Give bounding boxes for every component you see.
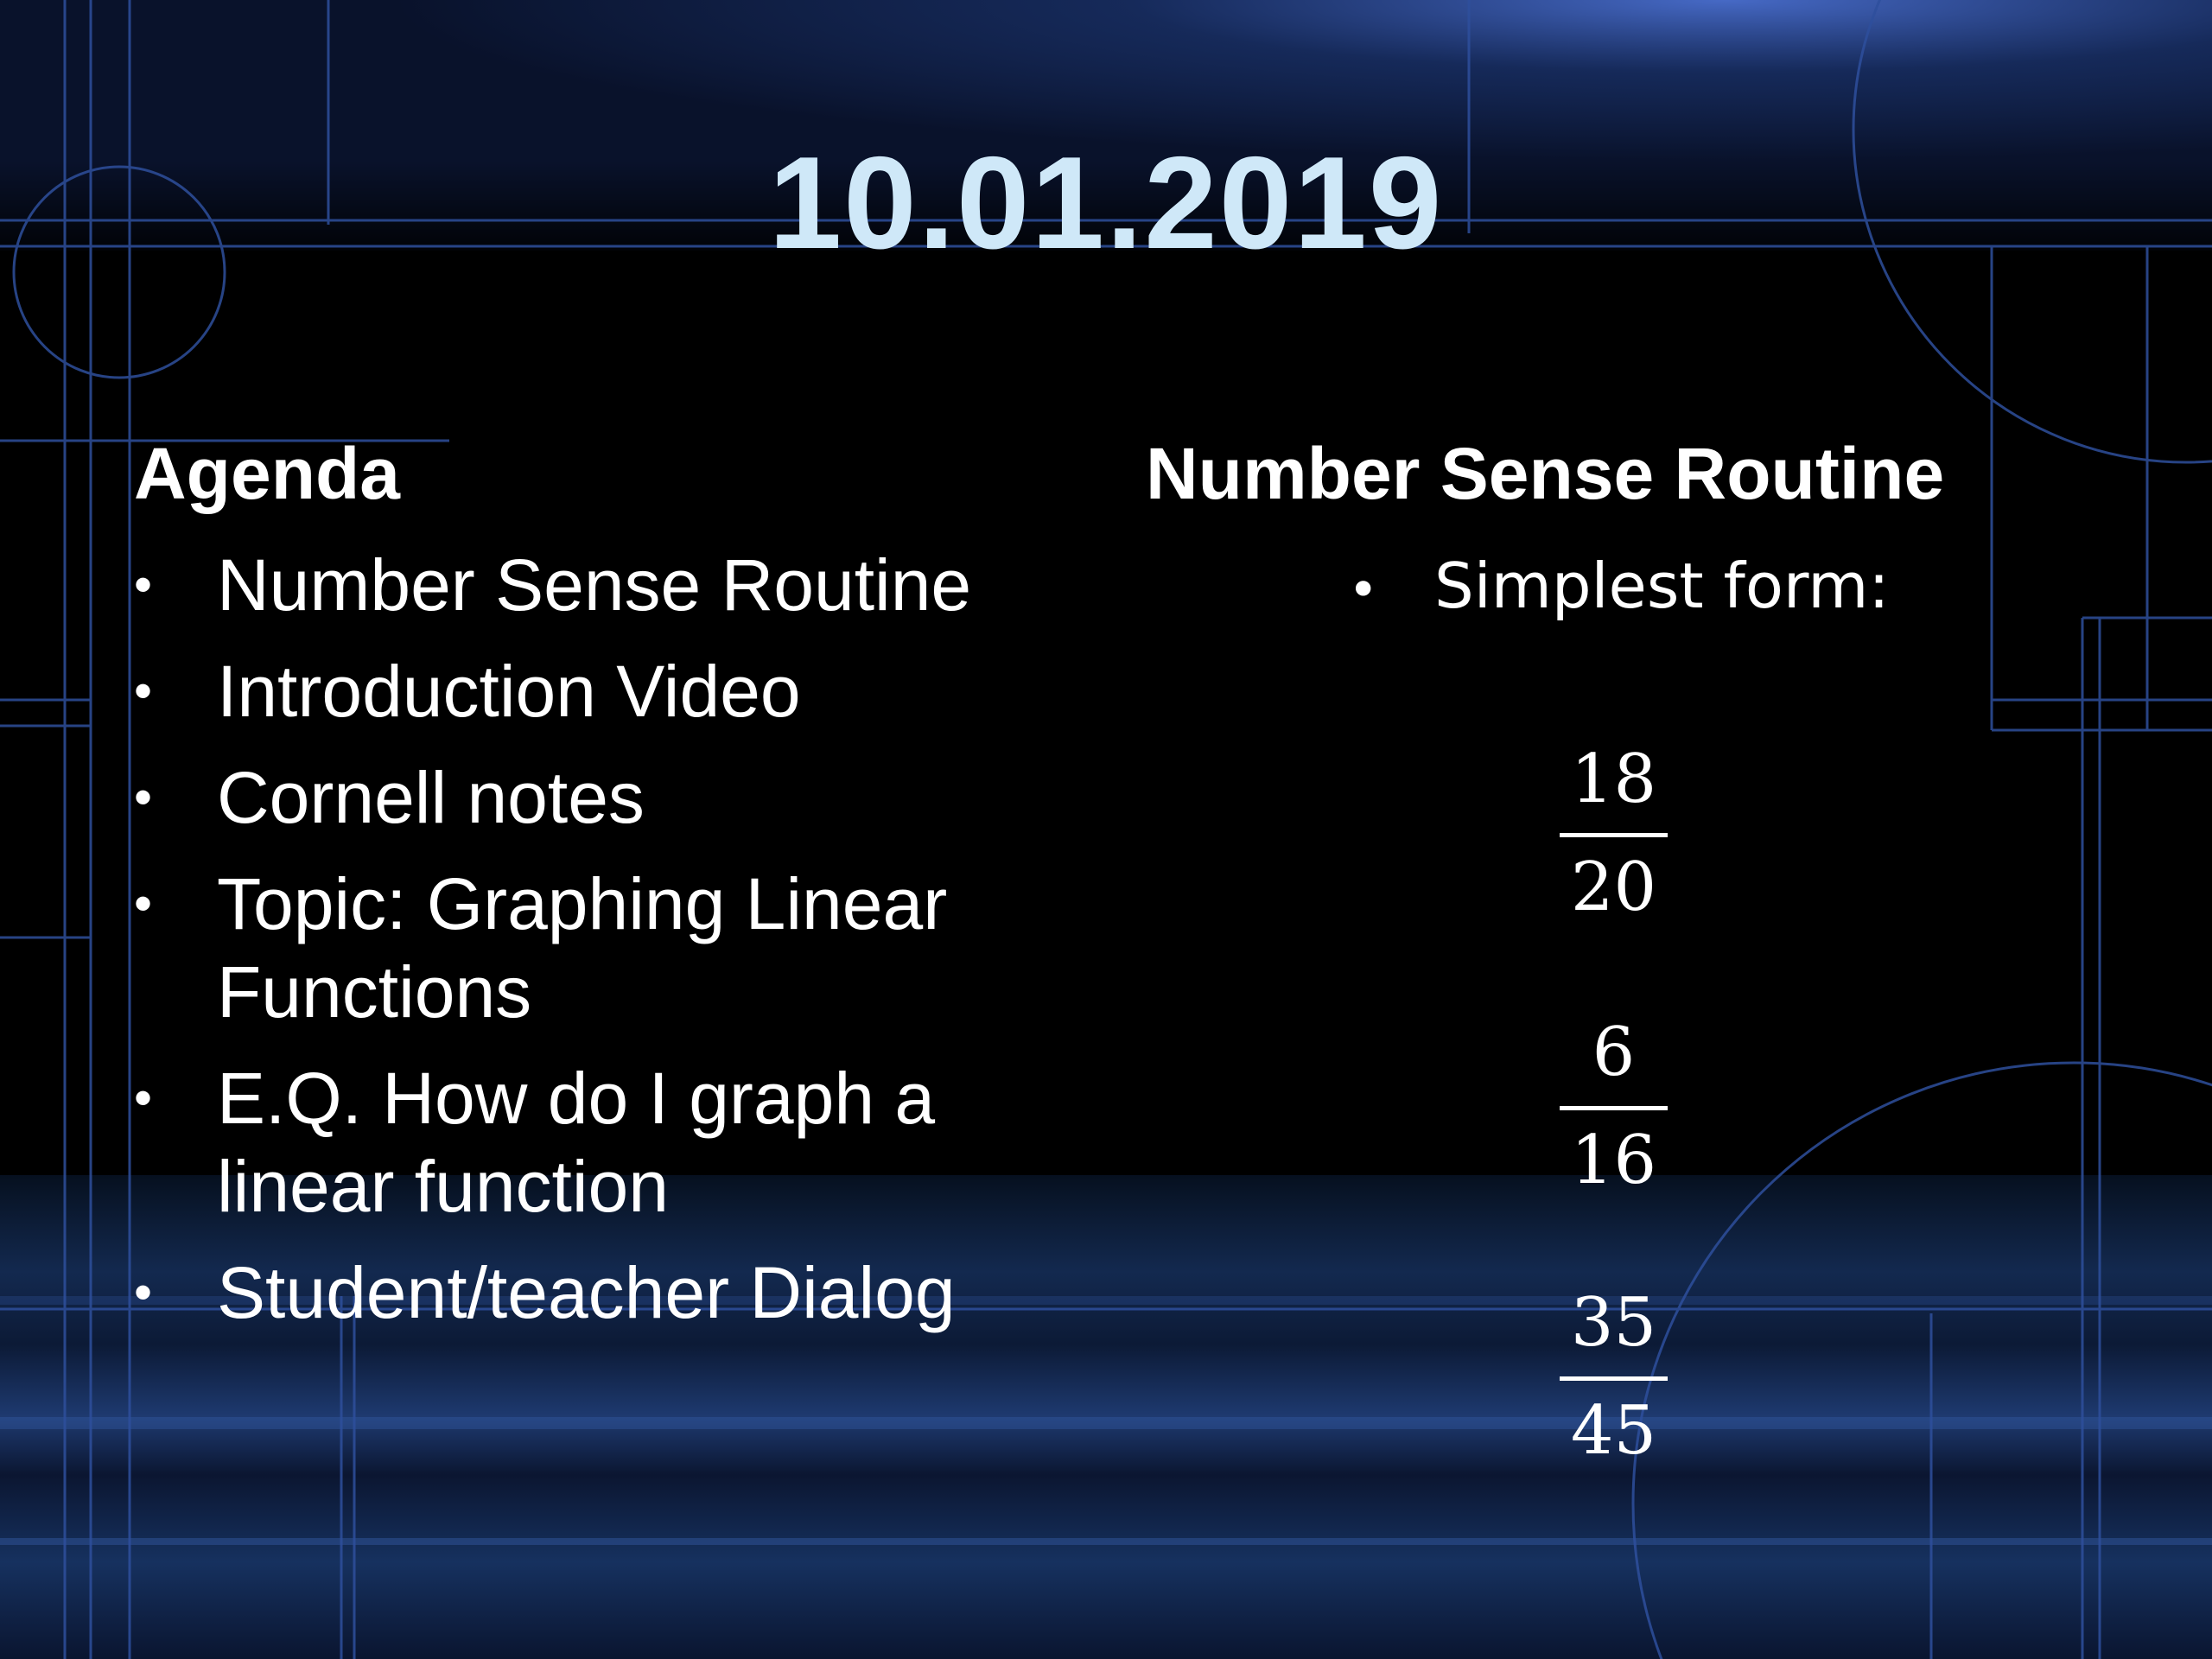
fraction: [1555, 1280, 1672, 1474]
list-item: [134, 1249, 1084, 1337]
fraction-bar: [1560, 1106, 1668, 1110]
fraction: [1555, 736, 1672, 931]
number-sense-bullet-label: Simplest form:: [1434, 550, 1890, 622]
number-sense-bullet: [1348, 543, 1890, 633]
fraction-bar: [1560, 1376, 1668, 1381]
list-item: [134, 860, 1081, 1036]
list-item: [134, 647, 1084, 735]
agenda-heading: Agenda: [134, 433, 401, 514]
bullet-icon: •: [134, 1263, 153, 1321]
agenda-item-label: Cornell notes: [217, 757, 645, 838]
fraction-denominator: 45: [1570, 1392, 1657, 1470]
list-item: [134, 1054, 1081, 1230]
bullet-icon: •: [134, 556, 153, 613]
bullet-icon: •: [134, 662, 153, 720]
agenda-list: [134, 541, 1084, 1355]
bullet-icon: •: [1348, 560, 1379, 620]
agenda-item-label: Topic: Graphing Linear Functions: [217, 863, 948, 1033]
bullet-icon: •: [134, 768, 153, 826]
agenda-item-label: Student/teacher Dialog: [217, 1252, 956, 1333]
agenda-item-label: Introduction Video: [217, 651, 801, 732]
agenda-item-label: E.Q. How do I graph a linear function: [217, 1058, 936, 1227]
number-sense-heading: Number Sense Routine: [1146, 433, 1945, 514]
fraction-denominator: 16: [1570, 1122, 1657, 1199]
bullet-icon: •: [134, 1069, 153, 1127]
fraction-numerator: 6: [1592, 1014, 1636, 1091]
list-item: [134, 541, 1084, 629]
fraction: [1555, 1009, 1672, 1204]
fraction-numerator: 18: [1570, 741, 1657, 818]
list-item: [134, 753, 1084, 842]
bullet-icon: •: [134, 874, 153, 932]
slide-title: 10.01.2019: [768, 130, 1444, 276]
fraction-numerator: 35: [1570, 1284, 1657, 1362]
fraction-denominator: 20: [1570, 849, 1657, 926]
fraction-bar: [1560, 833, 1668, 837]
agenda-item-label: Number Sense Routine: [217, 544, 972, 626]
